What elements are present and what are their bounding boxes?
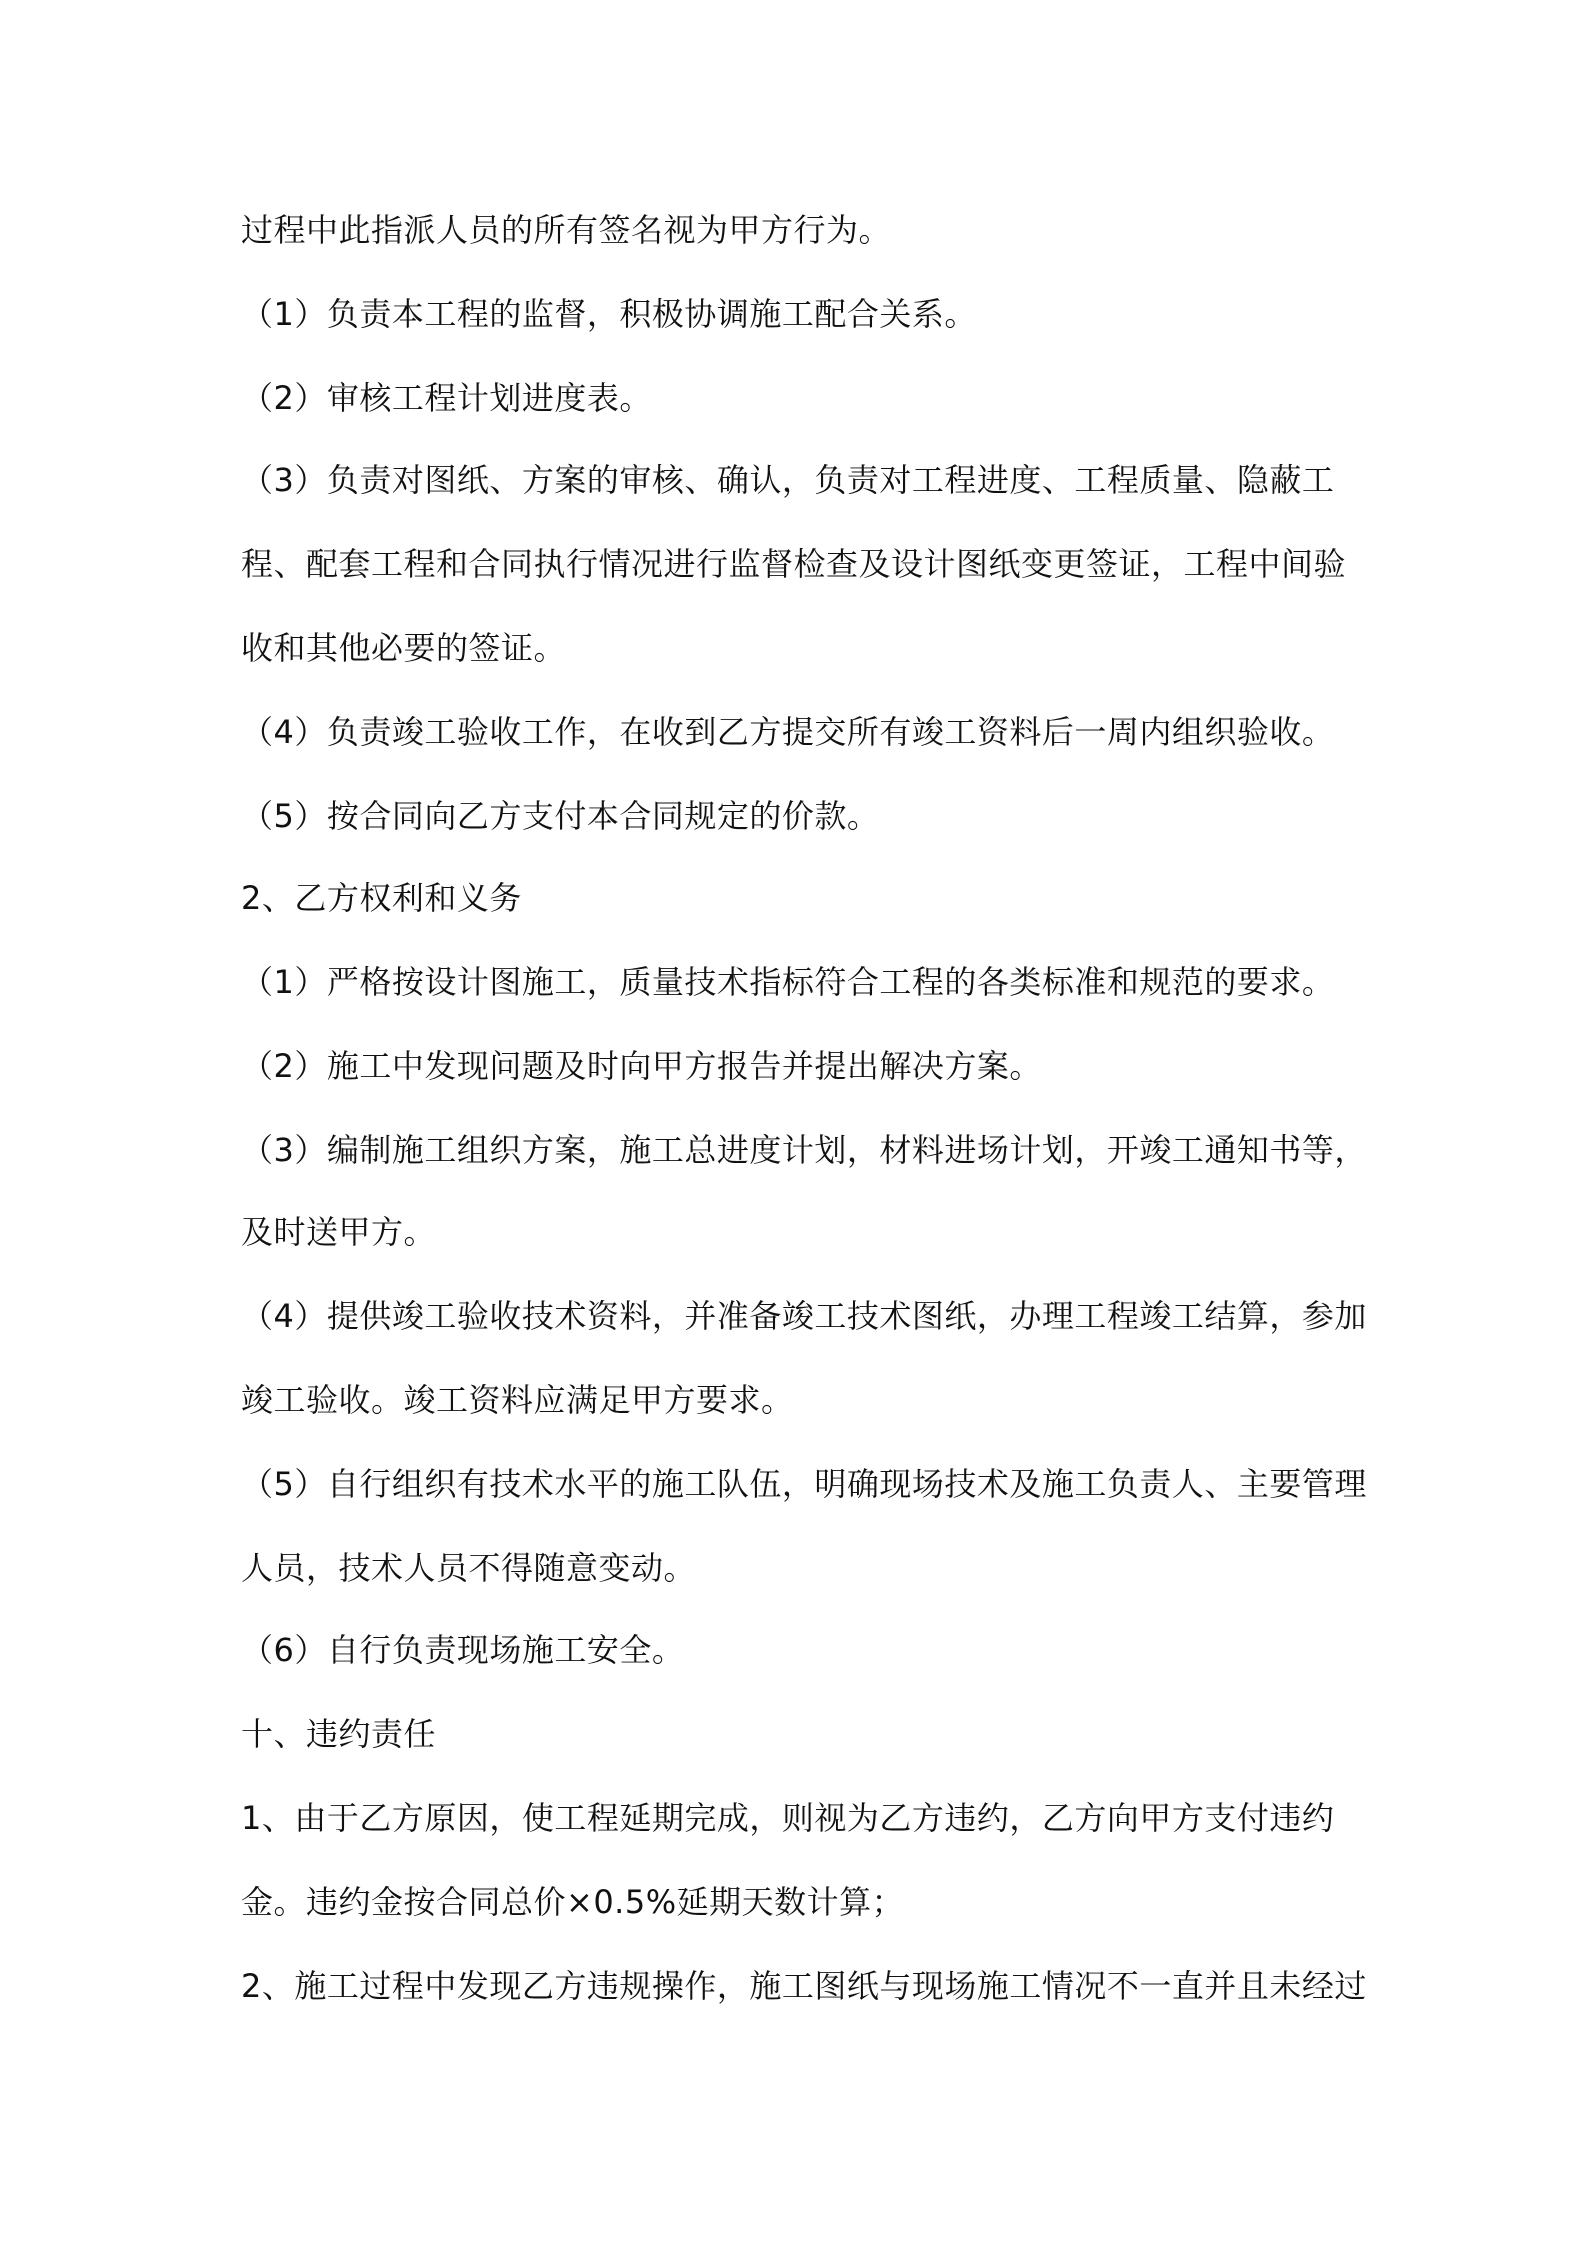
section-heading: 2、乙方权利和义务 — [241, 879, 522, 917]
text-line: （2）审核工程计划进度表。 — [241, 379, 652, 417]
text-line: 1、由于乙方原因，使工程延期完成，则视为乙方违约，乙方向甲方支付违约 — [241, 1799, 1335, 1837]
text-line: 收和其他必要的签证。 — [241, 629, 567, 667]
text-line: 2、施工过程中发现乙方违规操作，施工图纸与现场施工情况不一直并且未经过 — [241, 1967, 1367, 2005]
text-line: （3）负责对图纸、方案的审核、确认，负责对工程进度、工程质量、隐蔽工 — [241, 461, 1335, 499]
text-line: （1）负责本工程的监督，积极协调施工配合关系。 — [241, 295, 977, 333]
text-line: 金。违约金按合同总价×0.5%延期天数计算； — [241, 1883, 905, 1921]
text-line: （4）提供竣工验收技术资料，并准备竣工技术图纸，办理工程竣工结算，参加 — [241, 1297, 1367, 1335]
text-line: （1）严格按设计图施工，质量技术指标符合工程的各类标准和规范的要求。 — [241, 963, 1335, 1001]
text-line: （4）负责竣工验收工作，在收到乙方提交所有竣工资料后一周内组织验收。 — [241, 713, 1335, 751]
text-line: （2）施工中发现问题及时向甲方报告并提出解决方案。 — [241, 1047, 1042, 1085]
text-line: 人员，技术人员不得随意变动。 — [241, 1549, 697, 1587]
text-line: 程、配套工程和合同执行情况进行监督检查及设计图纸变更签证，工程中间验 — [241, 545, 1347, 583]
text-line: 及时送甲方。 — [241, 1213, 437, 1251]
text-line: （5）按合同向乙方支付本合同规定的价款。 — [241, 797, 880, 835]
text-line: 过程中此指派人员的所有签名视为甲方行为。 — [241, 211, 892, 249]
section-heading: 十、违约责任 — [241, 1715, 437, 1753]
text-line: （3）编制施工组织方案，施工总进度计划，材料进场计划，开竣工通知书等， — [241, 1131, 1367, 1169]
text-line: （5）自行组织有技术水平的施工队伍，明确现场技术及施工负责人、主要管理 — [241, 1465, 1367, 1503]
text-line: （6）自行负责现场施工安全。 — [241, 1631, 685, 1669]
text-line: 竣工验收。竣工资料应满足甲方要求。 — [241, 1381, 794, 1419]
